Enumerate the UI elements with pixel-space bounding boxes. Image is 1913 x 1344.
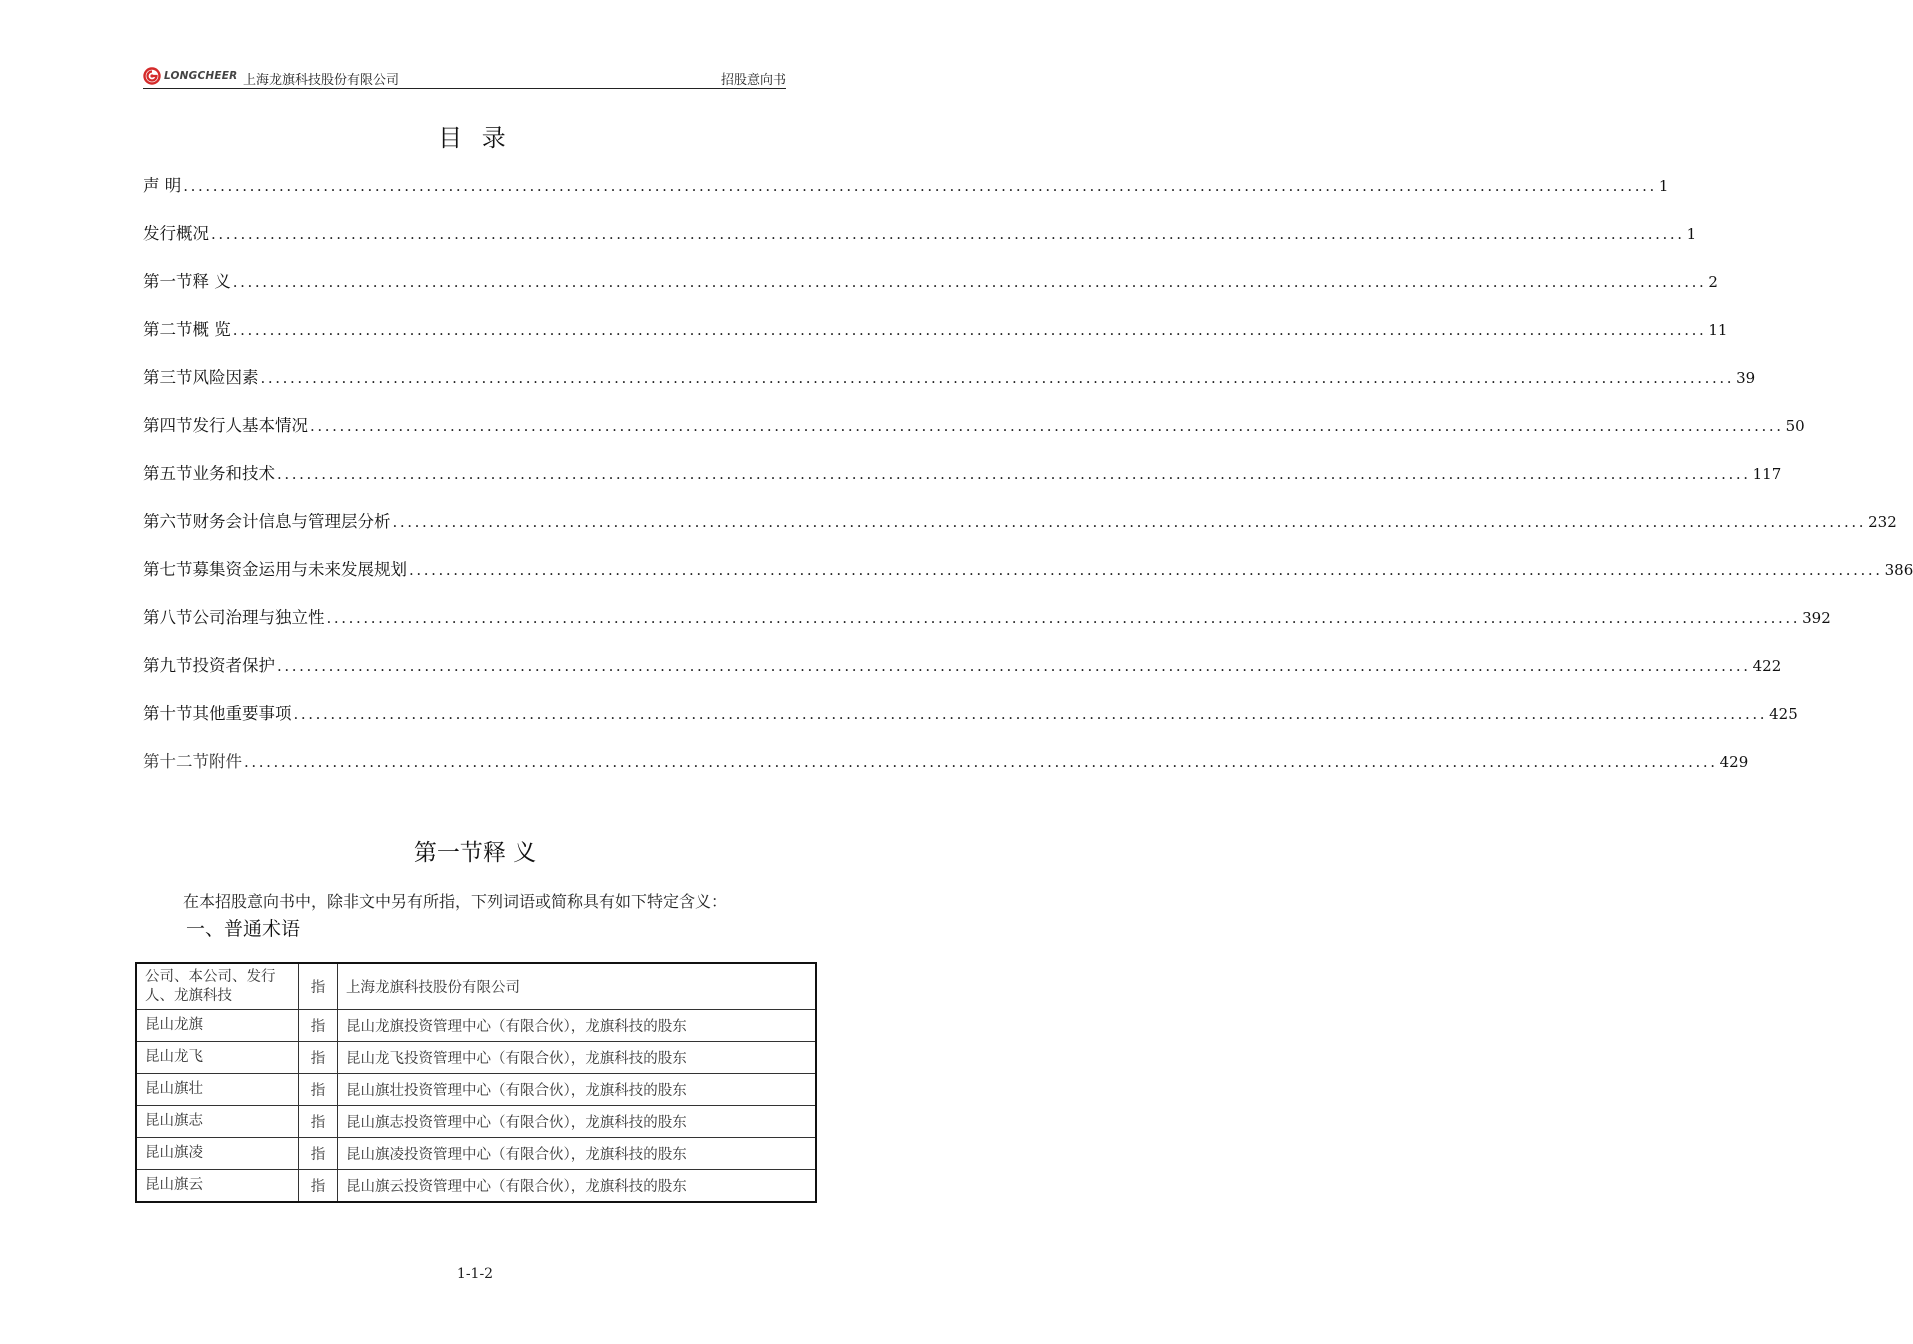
definition-cell: 昆山旗云投资管理中心（有限合伙），龙旗科技的股东 xyxy=(338,1170,817,1203)
toc-leader-dots: ........................................................................................................................................................................................................ xyxy=(293,705,1768,723)
toc-entry-label: 第八节公司治理与独立性 xyxy=(143,608,325,627)
toc-entry-label: 第三节风险因素 xyxy=(143,368,259,387)
section-title: 第一节释 义 xyxy=(413,840,537,866)
toc-entry[interactable] xyxy=(143,556,1913,604)
toc-leader-dots: ........................................................................................................................................................................................................ xyxy=(409,561,1883,579)
toc-leader-dots: ........................................................................................................................................................................................................ xyxy=(277,657,1751,675)
section-intro: 在本招股意向书中，除非文中另有所指，下列词语或简称具有如下特定含义： xyxy=(183,892,728,911)
toc-entry-page: 1 xyxy=(1658,177,1669,195)
term-cell: 昆山旗壮 xyxy=(136,1074,299,1106)
toc-leader-dots: ........................................................................................................................................................................................................ xyxy=(326,609,1801,627)
separator-cell: 指 xyxy=(299,1138,338,1170)
header-document-type: 招股意向书 xyxy=(720,73,786,88)
toc-entry[interactable] xyxy=(143,460,1782,508)
term-cell: 昆山旗志 xyxy=(136,1106,299,1138)
term-cell: 昆山旗云 xyxy=(136,1170,299,1203)
toc-entry[interactable] xyxy=(143,604,1831,652)
toc-entry[interactable] xyxy=(143,652,1782,700)
page-header xyxy=(143,66,786,89)
toc-entry-label: 第一节释 义 xyxy=(143,272,231,291)
definition-cell: 昆山旗凌投资管理中心（有限合伙），龙旗科技的股东 xyxy=(338,1138,817,1170)
toc-entry-page: 50 xyxy=(1785,417,1805,435)
toc-entry-label: 声 明 xyxy=(143,176,182,195)
separator-cell: 指 xyxy=(299,1042,338,1074)
definition-cell: 昆山龙旗投资管理中心（有限合伙），龙旗科技的股东 xyxy=(338,1010,817,1042)
table-row xyxy=(136,1074,816,1106)
toc-leader-dots: ........................................................................................................................................................................................................ xyxy=(310,417,1784,435)
table-row xyxy=(136,1010,816,1042)
toc-entry[interactable] xyxy=(143,364,1756,412)
toc-leader-dots: ........................................................................................................................................................................................................ xyxy=(232,273,1707,291)
company-logo xyxy=(143,67,237,85)
toc-entry-page: 386 xyxy=(1884,561,1913,579)
toc-entry-page: 425 xyxy=(1769,705,1798,723)
toc-entry-page: 422 xyxy=(1752,657,1782,675)
page-number: 1-1-2 xyxy=(456,1266,494,1282)
toc-leader-dots: ........................................................................................................................................................................................................ xyxy=(277,465,1751,483)
toc-entry[interactable] xyxy=(143,268,1718,316)
separator-cell: 指 xyxy=(299,1106,338,1138)
toc-entry-page: 2 xyxy=(1708,273,1718,291)
toc-entry[interactable] xyxy=(143,508,1897,556)
header-company-name: 上海龙旗科技股份有限公司 xyxy=(243,73,400,88)
toc-entry-page: 392 xyxy=(1802,609,1831,627)
toc-entry-label: 第十二节附件 xyxy=(143,752,242,771)
toc-entry[interactable] xyxy=(143,316,1728,364)
term-cell: 昆山旗凌 xyxy=(136,1138,299,1170)
toc-entry-page: 117 xyxy=(1752,465,1782,483)
separator-cell: 指 xyxy=(299,1170,338,1203)
toc-entry-label: 发行概况 xyxy=(143,224,209,243)
toc-entry-page: 39 xyxy=(1736,369,1756,387)
toc-entry-label: 第五节业务和技术 xyxy=(143,464,275,483)
toc-entry-page: 232 xyxy=(1868,513,1897,531)
table-row xyxy=(136,1138,816,1170)
term-cell: 昆山龙飞 xyxy=(136,1042,299,1074)
toc-entry-page: 11 xyxy=(1708,321,1728,339)
term-cell: 昆山龙旗 xyxy=(136,1010,299,1042)
definition-cell: 昆山龙飞投资管理中心（有限合伙），龙旗科技的股东 xyxy=(338,1042,817,1074)
toc-entry-label: 第十节其他重要事项 xyxy=(143,704,292,723)
toc-leader-dots: ........................................................................................................................................................................................................ xyxy=(244,753,1718,771)
table-of-contents xyxy=(143,172,1913,796)
toc-leader-dots: ........................................................................................................................................................................................................ xyxy=(183,177,1657,195)
definition-cell: 上海龙旗科技股份有限公司 xyxy=(338,963,817,1010)
toc-entry-label: 第九节投资者保护 xyxy=(143,656,275,675)
toc-entry-label: 第二节概 览 xyxy=(143,320,231,339)
definition-cell: 昆山旗壮投资管理中心（有限合伙），龙旗科技的股东 xyxy=(338,1074,817,1106)
table-row xyxy=(136,1106,816,1138)
toc-entry-label: 第六节财务会计信息与管理层分析 xyxy=(143,512,391,531)
definition-cell: 昆山旗志投资管理中心（有限合伙），龙旗科技的股东 xyxy=(338,1106,817,1138)
terms-table xyxy=(135,962,817,1203)
toc-leader-dots: ........................................................................................................................................................................................................ xyxy=(260,369,1735,387)
toc-entry[interactable] xyxy=(143,412,1805,460)
toc-leader-dots: ........................................................................................................................................................................................................ xyxy=(232,321,1707,339)
term-cell: 公司、本公司、发行人、龙旗科技 xyxy=(136,963,299,1010)
toc-entry-label: 第七节募集资金运用与未来发展规划 xyxy=(143,560,407,579)
table-row xyxy=(136,1042,816,1074)
toc-entry-label: 第四节发行人基本情况 xyxy=(143,416,308,435)
toc-title: 目 录 xyxy=(438,124,512,152)
toc-entry-page: 429 xyxy=(1719,753,1749,771)
toc-entry[interactable] xyxy=(143,748,1749,796)
separator-cell: 指 xyxy=(299,1010,338,1042)
toc-leader-dots: ........................................................................................................................................................................................................ xyxy=(211,225,1685,243)
toc-entry-page: 1 xyxy=(1686,225,1697,243)
separator-cell: 指 xyxy=(299,963,338,1010)
table-row xyxy=(136,963,816,1010)
toc-leader-dots: ........................................................................................................................................................................................................ xyxy=(392,513,1867,531)
toc-entry[interactable] xyxy=(143,172,1669,220)
toc-entry[interactable] xyxy=(143,700,1798,748)
longcheer-logo-icon xyxy=(143,67,161,85)
logo-text: LONGCHEER xyxy=(164,70,238,82)
separator-cell: 指 xyxy=(299,1074,338,1106)
subheading: 一、普通术语 xyxy=(186,918,301,940)
toc-entry[interactable] xyxy=(143,220,1697,268)
table-row xyxy=(136,1170,816,1203)
